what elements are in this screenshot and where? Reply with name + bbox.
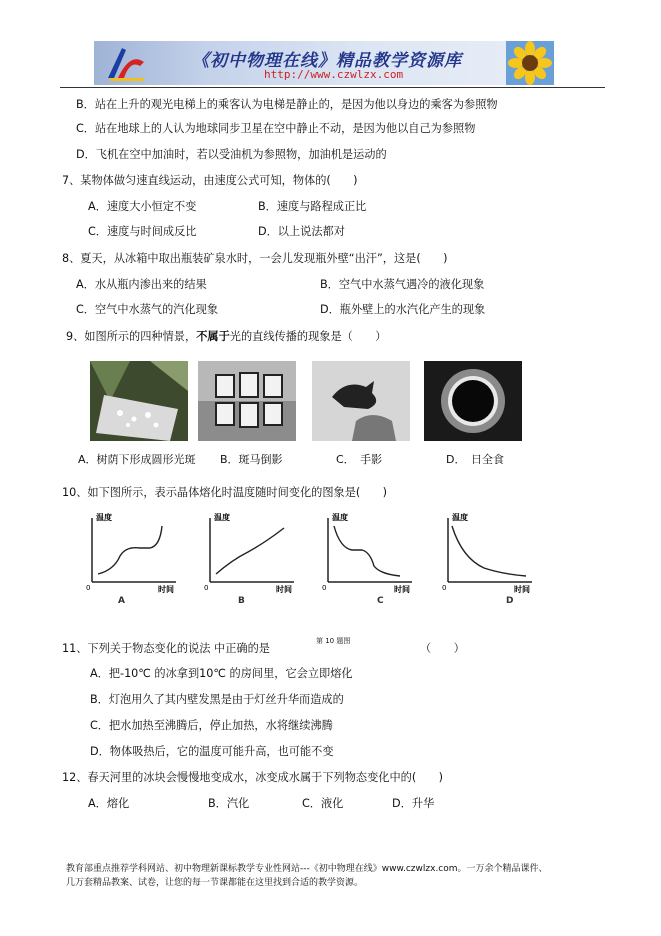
photo-caption-a: A．树荫下形成圆形光斑 xyxy=(78,453,196,466)
graph-d-xlabel: 时间 xyxy=(514,585,530,594)
graph-b-xlabel: 时间 xyxy=(276,585,292,594)
site-logo-icon xyxy=(100,44,148,82)
q6-option-d: D．飞机在空中加油时，若以受油机为参照物，加油机是运动的 xyxy=(76,148,387,161)
graph-a-xlabel: 时间 xyxy=(158,585,174,594)
zebra-reflection-photo xyxy=(198,361,296,441)
graph-b xyxy=(202,512,302,602)
q9-stem-pre: 9、如图所示的四种情景， xyxy=(66,330,197,343)
q12-stem: 12、春天河里的冰块会慢慢地变成水，冰变成水属于下列物态变化中的( ) xyxy=(62,771,443,784)
tree-shade-photo xyxy=(90,361,188,441)
q11-option-a: A．把-10℃ 的冰拿到10℃ 的房间里，它会立即熔化 xyxy=(90,667,353,680)
footer-line-1: 教育部重点推荐学科网站、初中物理新课标教学专业性网站---《初中物理在线》www.czwlzx.com。一万余个精品课件、 xyxy=(66,864,548,874)
solar-eclipse-photo xyxy=(424,361,522,441)
photo-caption-d: D． 日全食 xyxy=(446,453,504,466)
graph-a xyxy=(84,512,184,602)
graph-d xyxy=(440,512,540,602)
header-divider xyxy=(60,87,605,88)
banner-title: 《初中物理在线》精品教学资源库 xyxy=(192,51,462,71)
graph-b-ylabel: 温度 xyxy=(214,513,230,522)
graph-d-ylabel: 温度 xyxy=(452,513,468,522)
q11-stem: 11、下列关于物态变化的说法 中正确的是 xyxy=(62,642,270,655)
q11-answer-blank: （ ） xyxy=(420,642,465,655)
q8-option-c: C．空气中水蒸气的汽化现象 xyxy=(76,303,219,316)
q9-stem xyxy=(66,330,386,344)
graph-c-xlabel: 时间 xyxy=(394,585,410,594)
q7-option-d: D．以上说法都对 xyxy=(258,225,345,238)
graph-c-ylabel: 温度 xyxy=(332,513,348,522)
photo-caption-b: B．斑马倒影 xyxy=(220,453,283,466)
q7-stem: 7、某物体做匀速直线运动，由速度公式可知，物体的( ) xyxy=(62,174,358,187)
q8-option-b: B．空气中水蒸气遇冷的液化现象 xyxy=(320,278,485,291)
graph-b-origin: 0 xyxy=(204,584,209,592)
q11-option-c: C．把水加热至沸腾后，停止加热，水将继续沸腾 xyxy=(90,719,333,732)
q12-option-b: B．汽化 xyxy=(208,797,250,810)
q9-figure xyxy=(0,361,661,471)
graph-c-origin: 0 xyxy=(322,584,327,592)
q7-option-b: B．速度与路程成正比 xyxy=(258,200,367,213)
graph-d-origin: 0 xyxy=(442,584,447,592)
hand-shadow-photo xyxy=(312,361,410,441)
footer-line-2: 几万套精品教案、试卷，让您的每一节课都能在这里找到合适的教学资源。 xyxy=(66,878,364,888)
q6-option-b: B．站在上升的观光电梯上的乘客认为电梯是静止的，是因为他以身边的乘客为参照物 xyxy=(76,98,498,111)
q7-option-a: A．速度大小恒定不变 xyxy=(88,200,197,213)
graph-label-c: C xyxy=(377,596,384,606)
q11-option-d: D．物体吸热后，它的温度可能升高，也可能不变 xyxy=(90,745,334,758)
graph-label-b: B xyxy=(238,596,245,606)
photo-caption-c: C． 手影 xyxy=(336,453,383,466)
q7-option-c: C．速度与时间成反比 xyxy=(88,225,197,238)
q6-option-c: C．站在地球上的人认为地球同步卫星在空中静止不动，是因为他以自己为参照物 xyxy=(76,122,476,135)
q10-figure xyxy=(0,512,661,632)
graph-a-ylabel: 温度 xyxy=(96,513,112,522)
q8-stem: 8、夏天，从冰箱中取出瓶装矿泉水时，一会儿发现瓶外壁“出汗”，这是( ) xyxy=(62,252,448,265)
graph-label-a: A xyxy=(118,596,125,606)
q12-option-d: D．升华 xyxy=(392,797,435,810)
header-banner xyxy=(94,41,554,85)
q8-option-a: A．水从瓶内渗出来的结果 xyxy=(76,278,207,291)
q11-option-b: B．灯泡用久了其内壁发黑是由于灯丝升华而造成的 xyxy=(90,693,344,706)
graph-label-d: D xyxy=(506,596,514,606)
q9-stem-post: 光的直线传播的现象是（ ） xyxy=(229,330,387,343)
q12-option-a: A．熔化 xyxy=(88,797,130,810)
q10-stem: 10、如下图所示，表示晶体熔化时温度随时间变化的图象是( ) xyxy=(62,486,388,499)
q8-option-d: D．瓶外壁上的水汽化产生的现象 xyxy=(320,303,486,316)
sunflower-icon xyxy=(506,41,554,85)
q10-figure-caption: 第 10 题图 xyxy=(316,637,351,645)
graph-a-origin: 0 xyxy=(86,584,91,592)
q9-stem-emphasis: 不属于 xyxy=(196,330,230,343)
graph-c xyxy=(320,512,420,602)
q12-option-c: C．液化 xyxy=(302,797,344,810)
banner-url[interactable]: http://www.czwlzx.com xyxy=(264,68,404,81)
page-footer xyxy=(66,862,626,890)
